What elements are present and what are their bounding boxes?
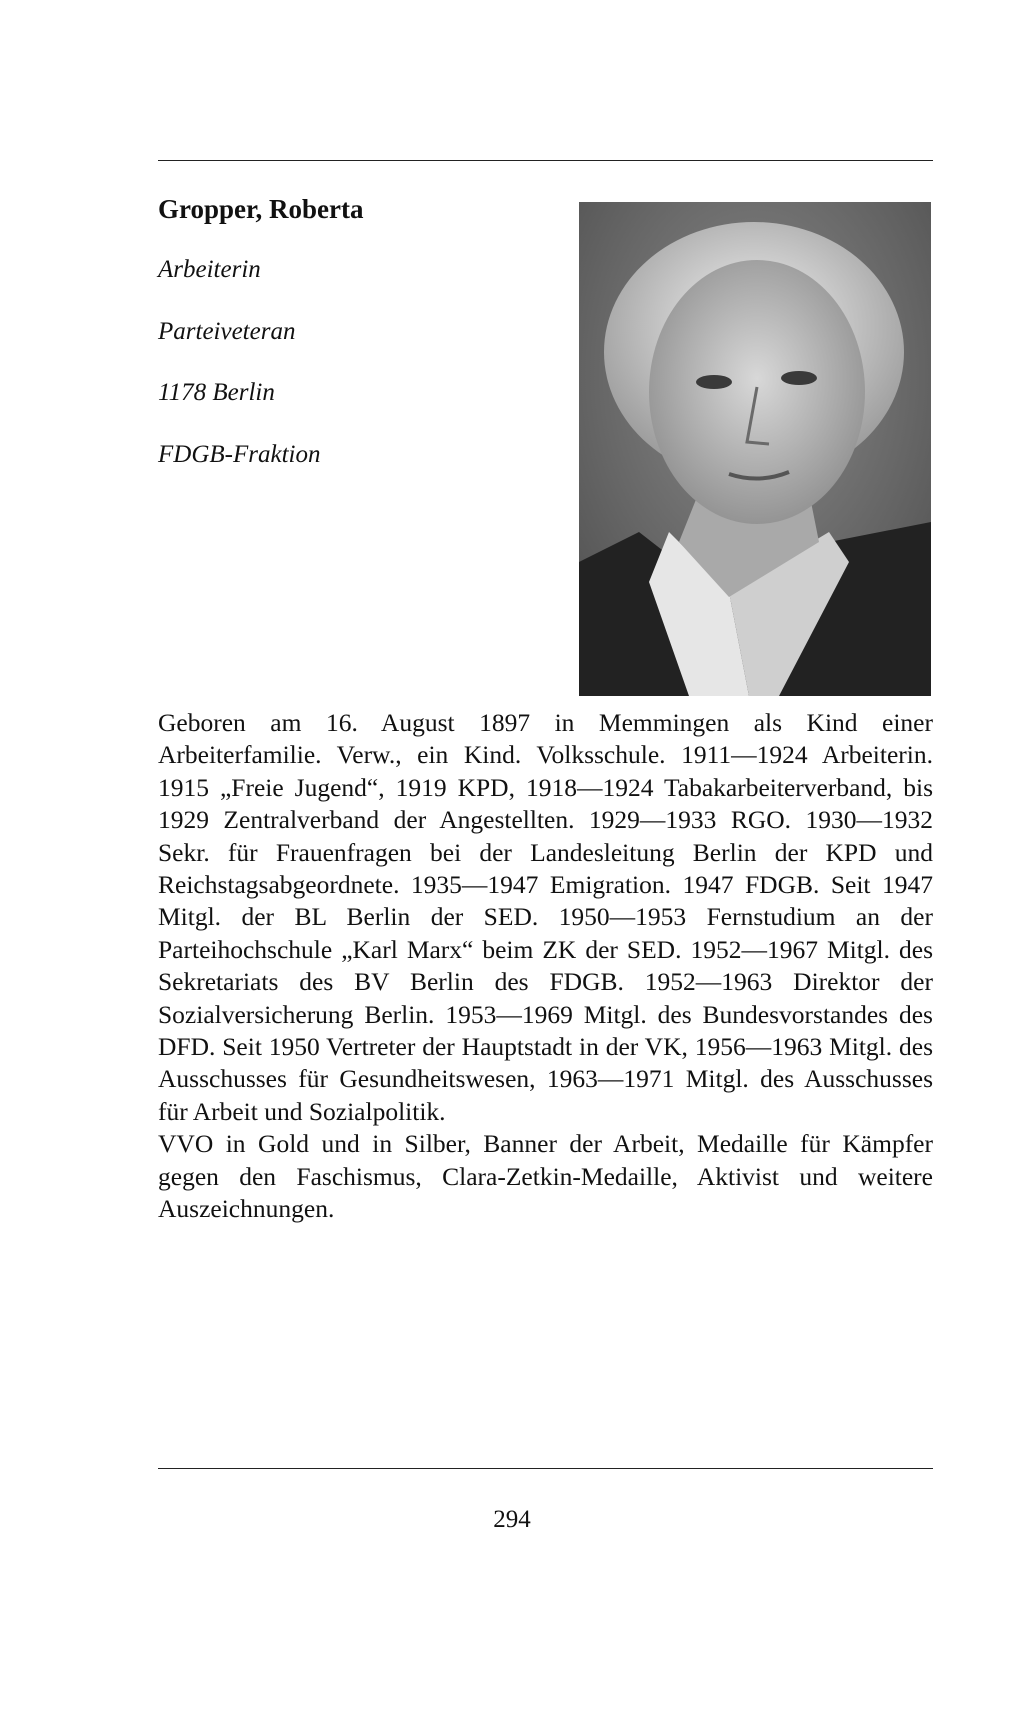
- location: 1178 Berlin: [158, 379, 275, 406]
- awards-paragraph: VVO in Gold und in Silber, Banner der Arbeit, Medaille für Kämpfer gegen den Faschismus, Clara-Zetkin-Medaille, Aktivist und weitere Auszeichnungen.: [158, 1129, 933, 1224]
- faction: FDGB-Fraktion: [158, 441, 321, 468]
- top-rule: [158, 160, 933, 161]
- portrait-photo: [579, 202, 931, 696]
- page-number: 294: [493, 1506, 531, 1533]
- biography: [158, 707, 933, 1226]
- bottom-rule: [158, 1468, 933, 1469]
- occupation: Arbeiterin: [158, 256, 261, 283]
- person-name: Gropper, Roberta: [158, 194, 364, 224]
- party-status: Parteiveteran: [158, 318, 296, 345]
- biography-paragraph: Geboren am 16. August 1897 in Memmingen als Kind einer Arbeiterfamilie. Verw., ein Kind. Volksschule. 1911—1924 Arbeiterin. 1915 „Freie Jugend“, 1919 KPD, 1918—1924 Tabakarbeiterverband, bis 1929 Zentralverband der Angestellten. 1929—1933 RGO. 1930—1932 Sekr. für Frauenfragen bei der Landesleitung Berlin der KPD und Reichstagsabgeordnete. 1935—1947 Emigration. 1947 FDGB. Seit 1947 Mitgl. der BL Berlin der SED. 1950—1953 Fernstudium an der Parteihochschule „Karl Marx“ beim ZK der SED. 1952—1967 Mitgl. des Sekretariats des BV Berlin des FDGB. 1952—1963 Direktor der Sozialversicherung Berlin. 1953—1969 Mitgl. des Bundesvorstandes des DFD. Seit 1950 Vertreter der Hauptstadt in der VK, 1956—1963 Mitgl. des Ausschusses für Gesundheitswesen, 1963—1971 Mitgl. des Ausschusses für Arbeit und Sozialpolitik.: [158, 708, 933, 1126]
